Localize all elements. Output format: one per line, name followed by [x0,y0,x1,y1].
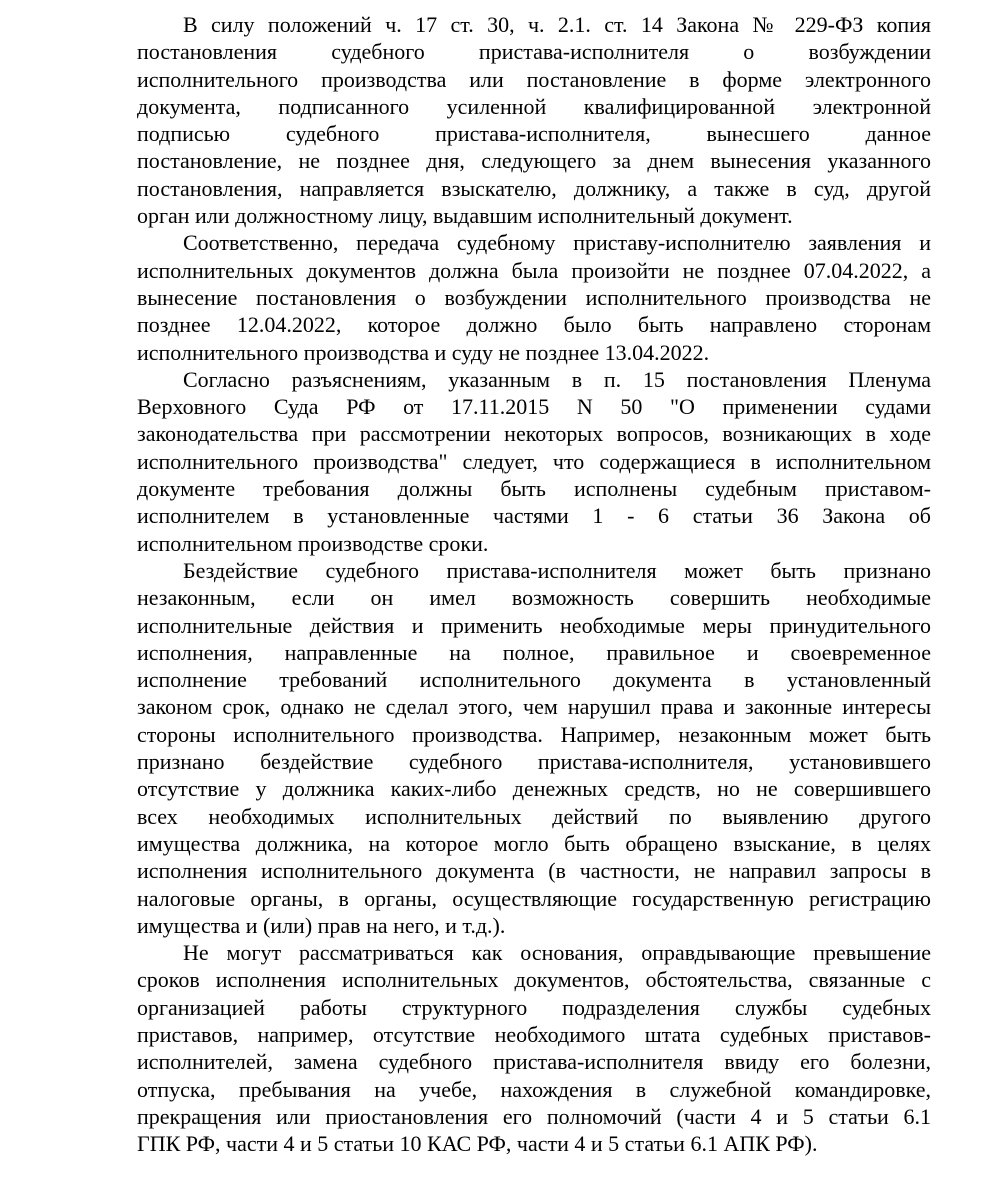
paragraph-line: имущества должника, на которое могло быть обращено взыскание, в целях [137,830,931,856]
paragraph [137,939,931,1157]
paragraph-line: исполнительного производства и суду не позднее 13.04.2022. [137,339,710,365]
paragraph-line: сроков исполнения исполнительных документов, обстоятельства, связанные с [137,967,931,993]
paragraph-line: документе требования должны быть исполнены судебным приставом- [137,476,931,502]
paragraph-line: стороны исполнительного производства. Например, незаконным может быть [137,721,931,747]
paragraph-line: исполнителей, замена судебного пристава-исполнителя ввиду его болезни, [137,1049,931,1075]
paragraph-line: Верховного Суда РФ от 17.11.2015 N 50 "О применении судами [137,394,931,420]
paragraph-line: исполнительном производстве сроки. [137,530,489,556]
paragraph-line: отпуска, пребывания на учебе, нахождения в служебной командировке, [137,1076,931,1102]
paragraph-line: приставов, например, отсутствие необходимого штата судебных приставов- [137,1021,931,1047]
paragraph-line: организацией работы структурного подразделения службы судебных [137,994,931,1020]
paragraph-line: вынесение постановления о возбуждении исполнительного производства не [137,284,931,310]
paragraph-line: Согласно разъяснениям, указанным в п. 15 постановления Пленума [183,366,931,392]
paragraph-line: имущества и (или) прав на него, и т.д.). [137,912,506,938]
paragraph-line: исполнительного производства или постановление в форме электронного [137,66,931,92]
paragraph-line: признано бездействие судебного пристава-исполнителя, установившего [137,749,931,775]
paragraph-line: исполнительного производства" следует, что содержащиеся в исполнительном [137,448,931,474]
paragraph-line: исполнителем в установленные частями 1 - 6 статьи 36 Закона об [137,503,931,529]
paragraph-line: документа, подписанного усиленной квалифицированной электронной [137,93,931,119]
paragraph-line: прекращения или приостановления его полномочий (части 4 и 5 статьи 6.1 [137,1103,931,1129]
paragraph [137,557,931,939]
paragraph-line: постановление, не позднее дня, следующего за днем вынесения указанного [137,148,931,174]
paragraph-line: ГПК РФ, части 4 и 5 статьи 10 КАС РФ, части 4 и 5 статьи 6.1 АПК РФ). [137,1131,818,1157]
paragraph-line: исполнительные действия и применить необходимые меры принудительного [137,612,931,638]
paragraph-line: Соответственно, передача судебному приставу-исполнителю заявления и [183,230,931,256]
paragraph-line: исполнения исполнительного документа (в частности, не направил запросы в [137,858,931,884]
paragraph-line: исполнения, направленные на полное, правильное и своевременное [137,639,931,665]
paragraph-line: законодательства при рассмотрении некоторых вопросов, возникающих в ходе [137,421,931,447]
document-body [137,11,931,1157]
paragraph-line: исполнительных документов должна была произойти не позднее 07.04.2022, а [137,257,931,283]
paragraph-line: позднее 12.04.2022, которое должно было быть направлено сторонам [137,312,931,338]
paragraph [137,366,931,557]
paragraph-line: постановления судебного пристава-исполнителя о возбуждении [137,39,931,65]
paragraph-line: орган или должностному лицу, выдавшим исполнительный документ. [137,203,793,229]
paragraph-line: постановления, направляется взыскателю, должнику, а также в суд, другой [137,175,931,201]
paragraph [137,229,931,365]
paragraph-line: всех необходимых исполнительных действий по выявлению другого [137,803,931,829]
paragraph-line: отсутствие у должника каких-либо денежных средств, но не совершившего [137,776,931,802]
paragraph-line: Не могут рассматриваться как основания, оправдывающие превышение [183,940,931,966]
paragraph-line: Бездействие судебного пристава-исполнителя может быть признано [183,557,931,583]
paragraph-line: исполнение требований исполнительного документа в установленный [137,667,931,693]
paragraph-line: подписью судебного пристава-исполнителя, вынесшего данное [137,121,931,147]
paragraph-line: В силу положений ч. 17 ст. 30, ч. 2.1. ст. 14 Закона № 229-ФЗ копия [183,12,931,37]
paragraph-line: налоговые органы, в органы, осуществляющие государственную регистрацию [137,885,931,911]
paragraph [137,11,931,229]
paragraph-line: законом срок, однако не сделал этого, чем нарушил права и законные интересы [137,694,931,720]
paragraph-line: незаконным, если он имел возможность совершить необходимые [137,585,931,611]
